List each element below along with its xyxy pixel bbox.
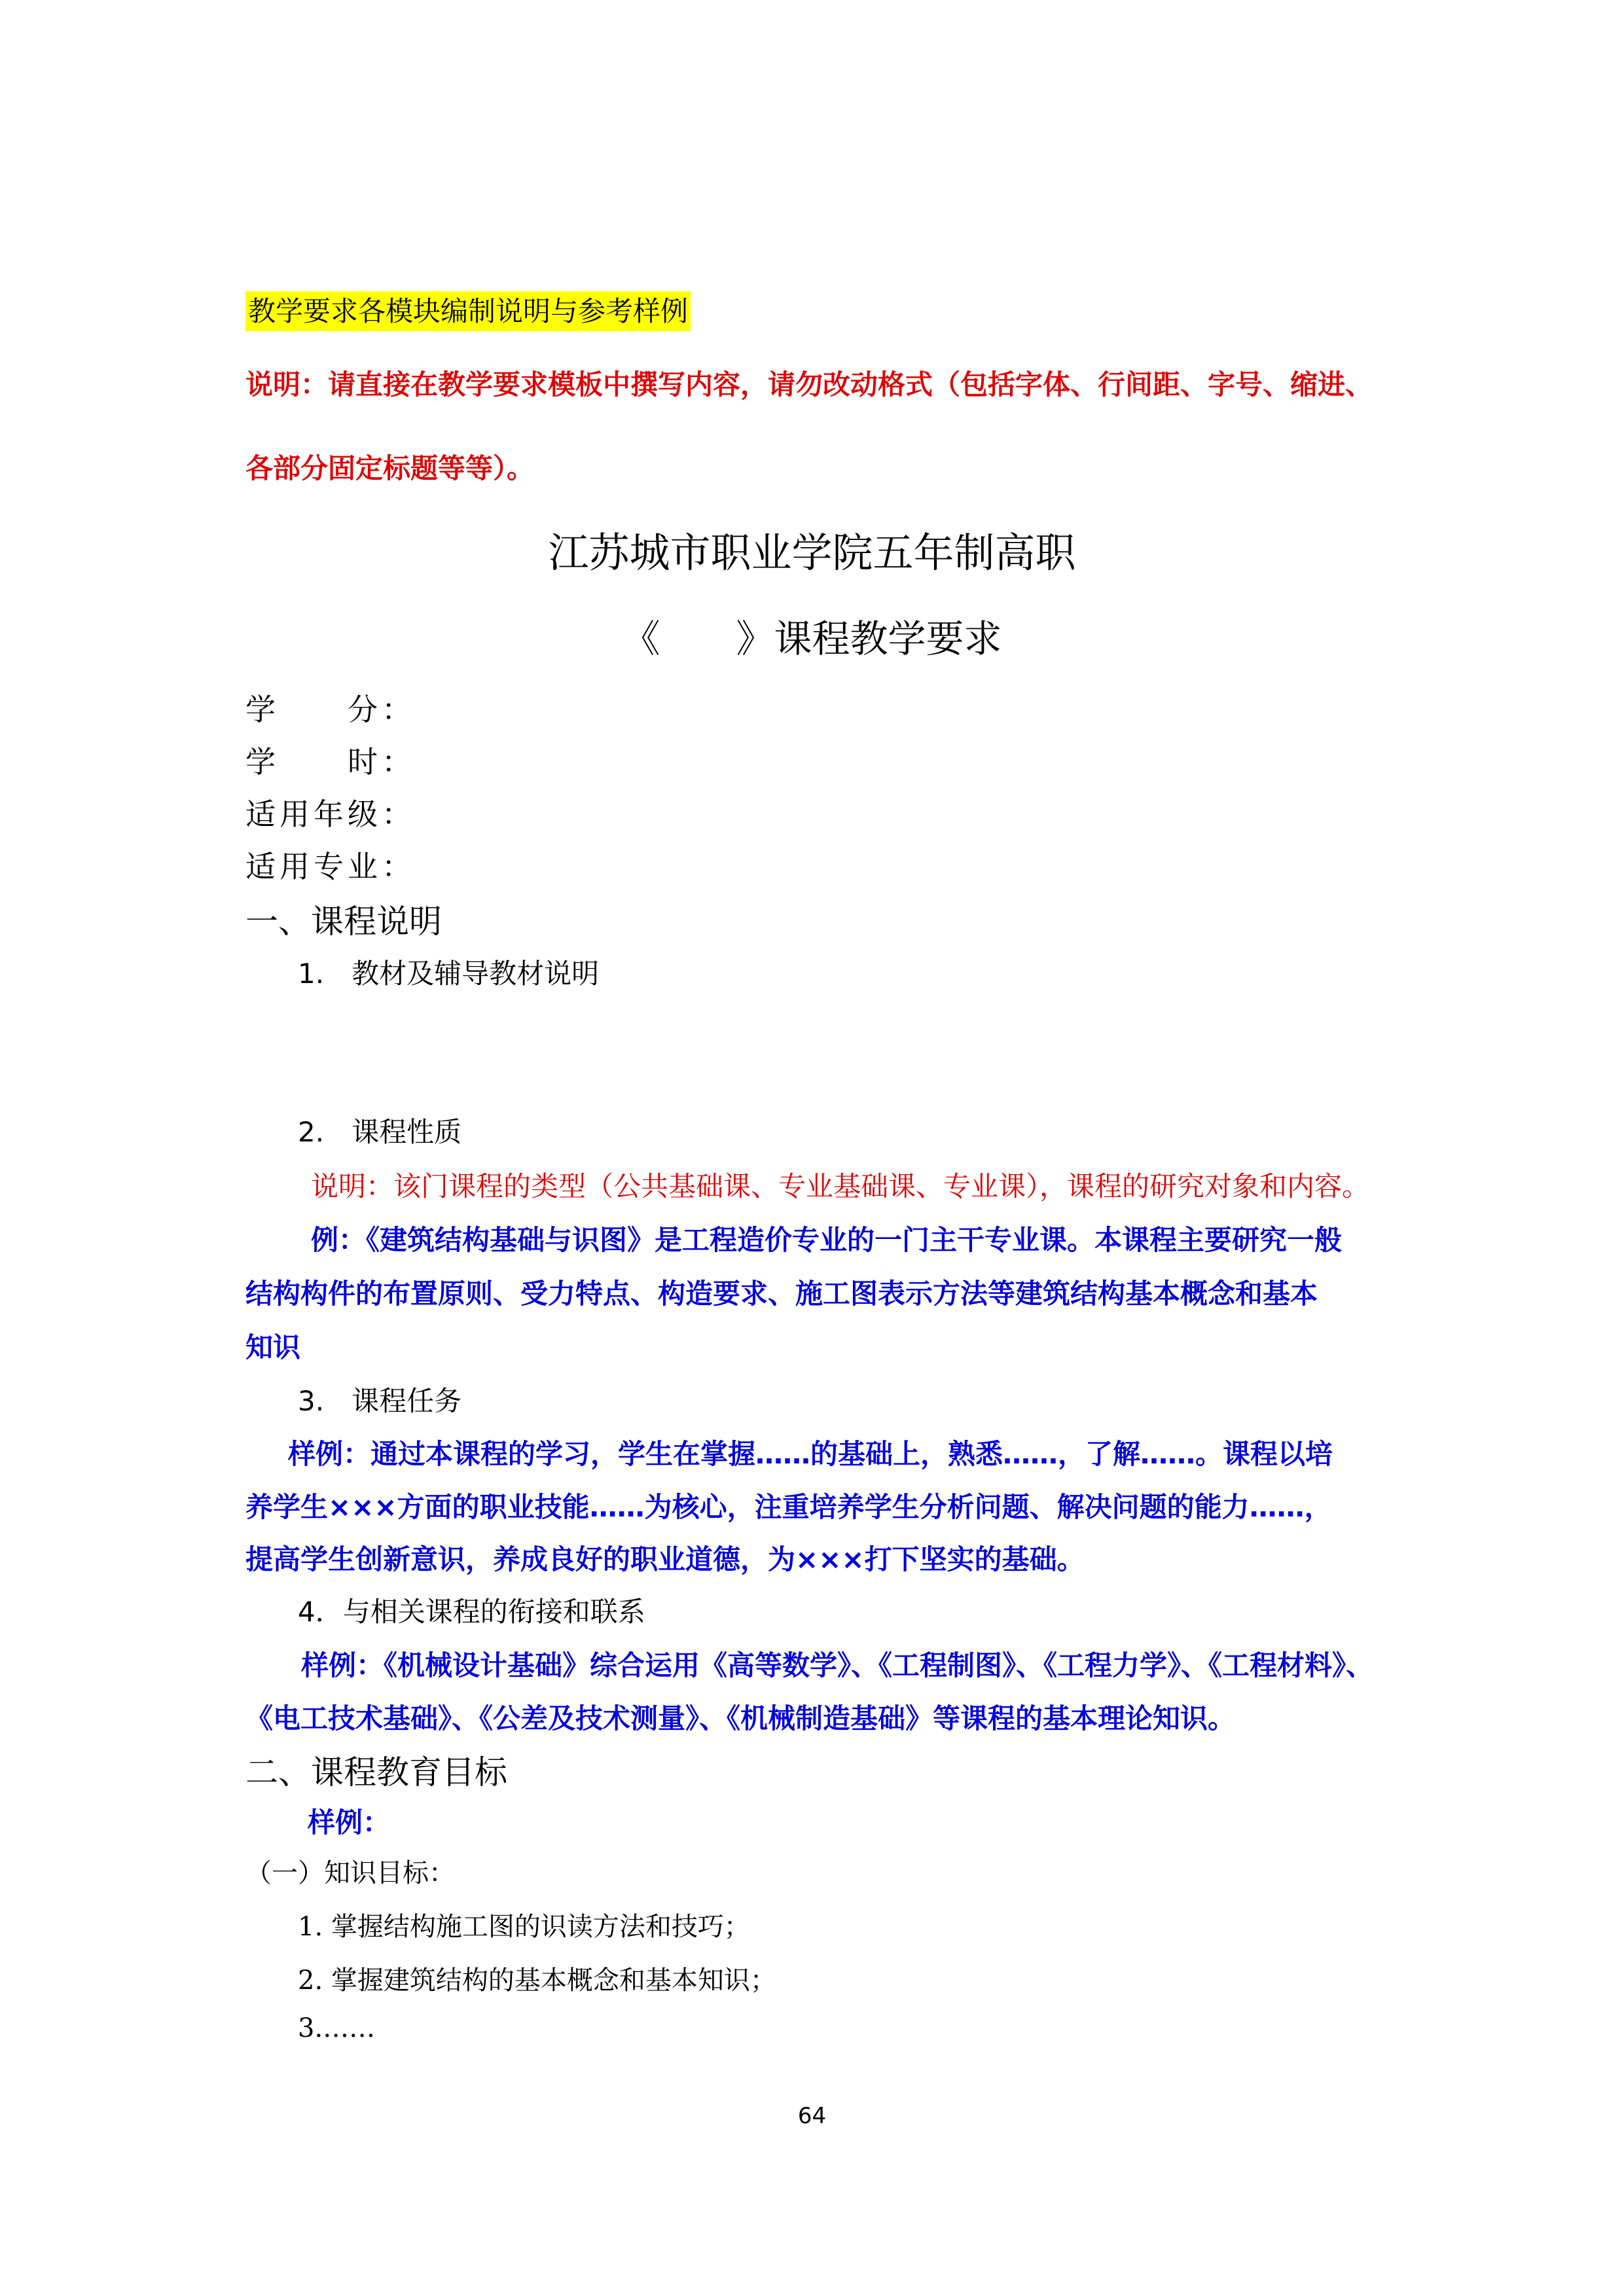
course-title: 《 》课程教学要求 xyxy=(622,617,1002,661)
course-nature-example-line-1: 例：《建筑结构基础与识图》是工程造价专业的一门主干专业课。本课程主要研究一般 xyxy=(311,1224,1343,1256)
highlight-text: 教学要求各模块编制说明与参考样例 xyxy=(245,291,691,331)
course-nature-note: 说明：该门课程的类型（公共基础课、专业基础课、专业课），课程的研究对象和内容。 xyxy=(311,1170,1370,1202)
section-1-item-3: 3. 课程任务 xyxy=(298,1385,462,1417)
course-nature-example-line-2: 结构构件的布置原则、受力特点、构造要求、施工图表示方法等建筑结构基本概念和基本 xyxy=(245,1278,1318,1310)
field-credits: 学 分： xyxy=(245,692,416,727)
section-1-heading: 一、课程说明 xyxy=(245,903,442,941)
template-notice-highlight xyxy=(245,290,691,329)
section-2-sample-label: 样例： xyxy=(308,1806,391,1839)
knowledge-goal-2: 2. 掌握建筑结构的基本概念和基本知识； xyxy=(298,1965,776,1996)
course-task-example-line-1: 样例：通过本课程的学习，学生在掌握……的基础上，熟悉……，了解……。课程以培 xyxy=(288,1438,1333,1470)
related-courses-example-line-2: 《电工技术基础》、《公差及技术测量》、《机械制造基础》等课程的基本理论知识。 xyxy=(245,1702,1236,1734)
format-note-line-1: 说明：请直接在教学要求模板中撰写内容，请勿改动格式（包括字体、行间距、字号、缩进、 xyxy=(245,368,1373,401)
course-task-example-line-2: 养学生×××方面的职业技能……为核心，注重培养学生分析问题、解决问题的能力……， xyxy=(245,1491,1332,1523)
field-grade: 适用年级： xyxy=(245,797,416,832)
section-1-item-1: 1. 教材及辅导教材说明 xyxy=(298,958,600,990)
document-title: 江苏城市职业学院五年制高职 xyxy=(548,529,1076,577)
field-hours: 学 时： xyxy=(245,744,416,780)
section-2-heading: 二、课程教育目标 xyxy=(245,1753,507,1791)
course-nature-example-line-3: 知识 xyxy=(245,1331,301,1363)
page-number: 64 xyxy=(797,2103,827,2129)
related-courses-example-line-1: 样例：《机械设计基础》综合运用《高等数学》、《工程制图》、《工程力学》、《工程材料》、 xyxy=(301,1649,1374,1681)
section-1-item-2: 2. 课程性质 xyxy=(298,1116,462,1148)
course-task-example-line-3: 提高学生创新意识，养成良好的职业道德，为×××打下坚实的基础。 xyxy=(245,1543,1085,1575)
knowledge-goal-3: 3.…… xyxy=(298,2013,376,2043)
section-1-item-4: 4．与相关课程的衔接和联系 xyxy=(298,1596,645,1628)
field-major: 适用专业： xyxy=(245,849,416,884)
format-note-line-2: 各部分固定标题等等）。 xyxy=(245,452,535,484)
knowledge-goals-heading: （一）知识目标： xyxy=(245,1858,455,1888)
knowledge-goal-1: 1. 掌握结构施工图的识读方法和技巧； xyxy=(298,1912,750,1942)
